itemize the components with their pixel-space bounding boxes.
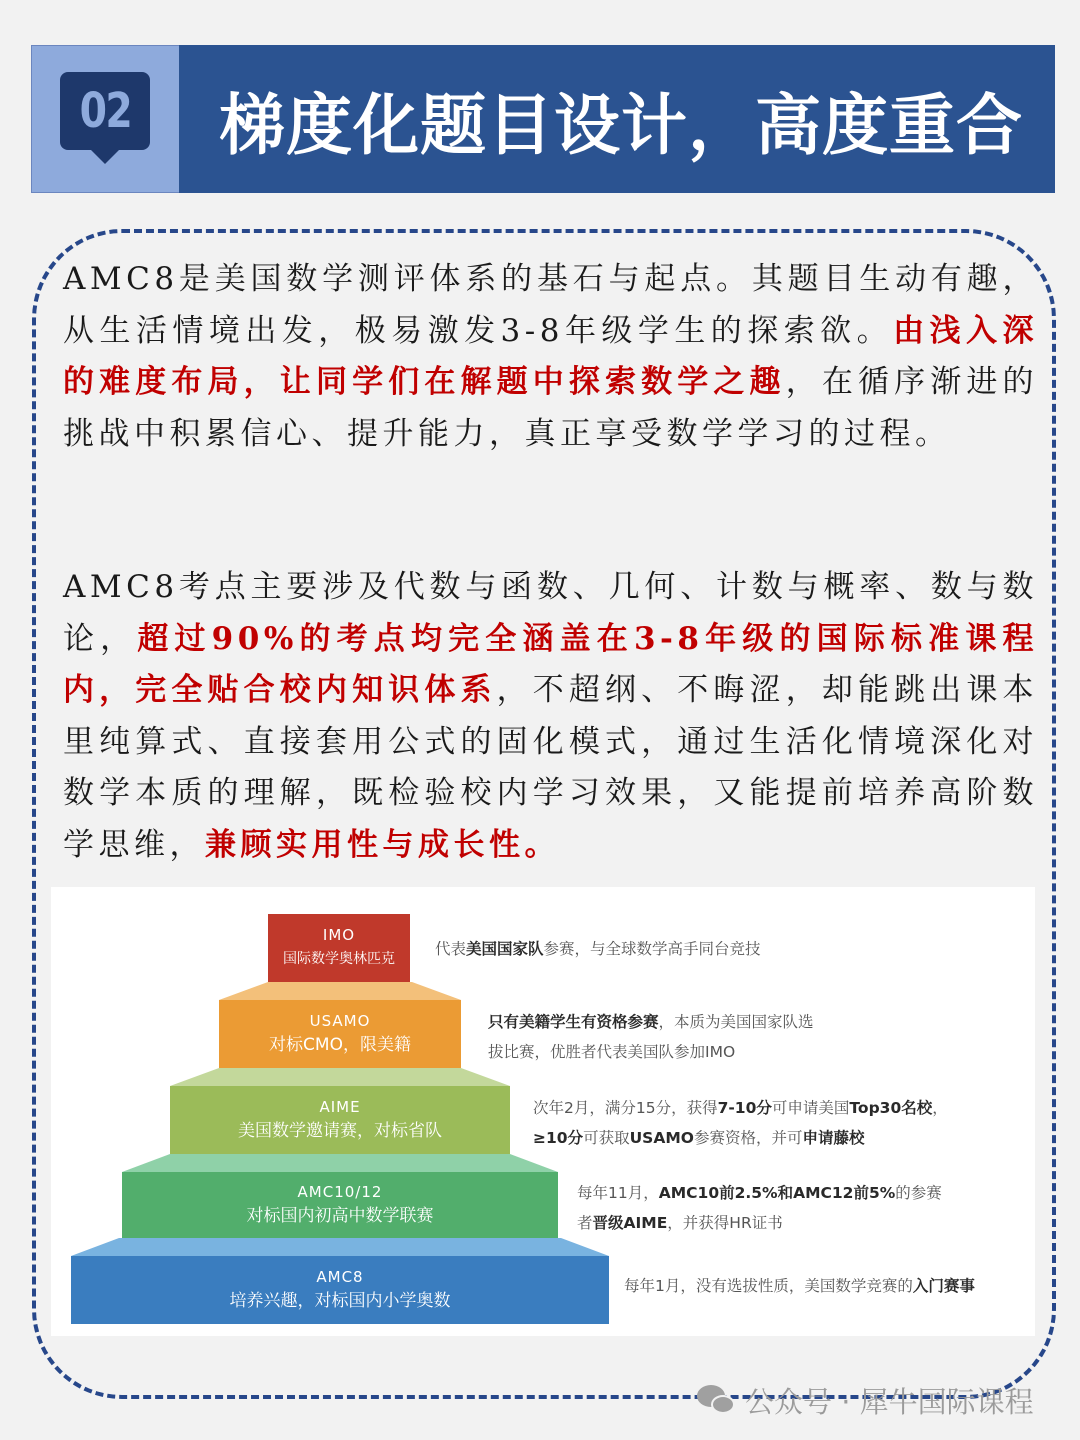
pyramid-level-usamo <box>219 1000 461 1068</box>
note-emphasis: USAMO <box>629 1129 694 1147</box>
pyramid-level-amc10-12 <box>122 1172 558 1238</box>
pyramid-bevel-aime <box>170 1068 510 1086</box>
note-emphasis: 晋级AIME <box>592 1214 668 1232</box>
pyramid-note-imo <box>435 934 761 964</box>
note-emphasis: 美国国家队 <box>466 940 544 958</box>
note-emphasis: 7-10分 <box>717 1099 772 1117</box>
pyramid-note-aime <box>533 1093 948 1153</box>
highlighted-text: 由浅入深的难度布局，让同学们在解题中探索数学之趣 <box>63 312 1038 400</box>
speech-bubble-badge-icon <box>60 72 150 150</box>
note-text: 代表 <box>435 940 467 958</box>
body-text: ，不超纲、不晦涩，却能跳出课本里纯算式、直接套用公式的固化模式，通过生活化情境深化对数学本质的理解，既检验校内学习效果，又能提前培养高阶数学思维， <box>63 672 1039 863</box>
wechat-watermark <box>697 1380 1034 1421</box>
pyramid-note-usamo <box>488 1007 814 1067</box>
level-desc: 对标国内初高中数学联赛 <box>246 1206 434 1226</box>
note-emphasis: 入门赛事 <box>912 1277 975 1295</box>
note-emphasis: 申请藤校 <box>802 1129 865 1147</box>
section-title-panel <box>179 45 1055 193</box>
note-text: 可申请美国 <box>771 1099 850 1117</box>
note-emphasis: ≥10分 <box>533 1129 584 1147</box>
highlighted-text: 兼顾实用性与成长性。 <box>205 826 560 863</box>
pyramid-bevel-usamo <box>219 982 461 1000</box>
note-text: 可获取 <box>583 1129 630 1147</box>
note-text: 者 <box>577 1214 593 1232</box>
note-text: 每年11月， <box>577 1184 659 1202</box>
note-text: ，本质为美国国家队选 <box>658 1013 814 1031</box>
pyramid-note-amc10-12 <box>577 1178 942 1238</box>
syllabus-paragraph <box>63 562 1038 871</box>
section-title: 梯度化题目设计，高度重合 <box>219 86 1023 164</box>
highlighted-text: 超过90%的考点均完全涵盖在3-8年级的国际标准课程内，完全贴合校内知识体系 <box>63 620 1038 708</box>
watermark-text: 公众号 · 犀牛国际课程 <box>745 1385 1034 1419</box>
note-text: 的参赛 <box>895 1184 942 1202</box>
section-header-banner <box>31 45 1055 193</box>
section-number: 02 <box>79 83 131 139</box>
level-name: AMC10/12 <box>297 1183 383 1201</box>
intro-paragraph <box>63 254 1038 460</box>
note-text: 参赛资格，并可 <box>693 1129 803 1147</box>
level-desc: 国际数学奥林匹克 <box>283 951 395 967</box>
body-text: ，在循序渐进的挑战中积累信心、提升能力，真正享受数学学习的过程。 <box>63 364 1039 452</box>
pyramid-level-imo <box>268 914 410 982</box>
section-number-panel <box>31 45 179 193</box>
note-text: 每年1月，没有选拔性质，美国数学竞赛的 <box>624 1277 913 1295</box>
note-emphasis: 只有美籍学生有资格参赛 <box>488 1013 659 1031</box>
level-name: AMC8 <box>316 1268 364 1286</box>
level-desc: 培养兴趣，对标国内小学奥数 <box>229 1291 451 1311</box>
pyramid-level-aime <box>170 1086 510 1154</box>
note-text: 拔比赛，优胜者代表美国队参加IMO <box>488 1043 736 1061</box>
pyramid-note-amc8 <box>624 1271 975 1301</box>
note-text: ， <box>932 1099 948 1117</box>
pyramid-bevel-amc10-12 <box>122 1154 558 1172</box>
level-desc: 对标CMO，限美籍 <box>269 1035 411 1055</box>
pyramid-bevel-amc8 <box>71 1238 609 1256</box>
note-text: 参赛，与全球数学高手同台竞技 <box>543 940 761 958</box>
competition-pyramid-diagram <box>51 887 1035 1336</box>
note-emphasis: Top30名校 <box>849 1099 933 1117</box>
level-name: AIME <box>319 1098 361 1116</box>
body-text: AMC8考点主要涉及代数与函数、几何、计数与概率、数与数论， <box>63 569 1038 657</box>
level-name: USAMO <box>309 1012 371 1030</box>
body-text: AMC8是美国数学测评体系的基石与起点。其题目生动有趣，从生活情境出发，极易激发3-8年级学生的探索欲。 <box>63 261 1038 349</box>
pyramid-level-amc8 <box>71 1256 609 1324</box>
level-desc: 美国数学邀请赛，对标省队 <box>238 1121 442 1141</box>
level-name: IMO <box>322 926 356 944</box>
note-text: 次年2月，满分15分，获得 <box>533 1099 718 1117</box>
wechat-icon <box>697 1385 737 1417</box>
note-text: ，并获得HR证书 <box>667 1214 783 1232</box>
note-emphasis: AMC10前2.5%和AMC12前5% <box>658 1184 896 1202</box>
